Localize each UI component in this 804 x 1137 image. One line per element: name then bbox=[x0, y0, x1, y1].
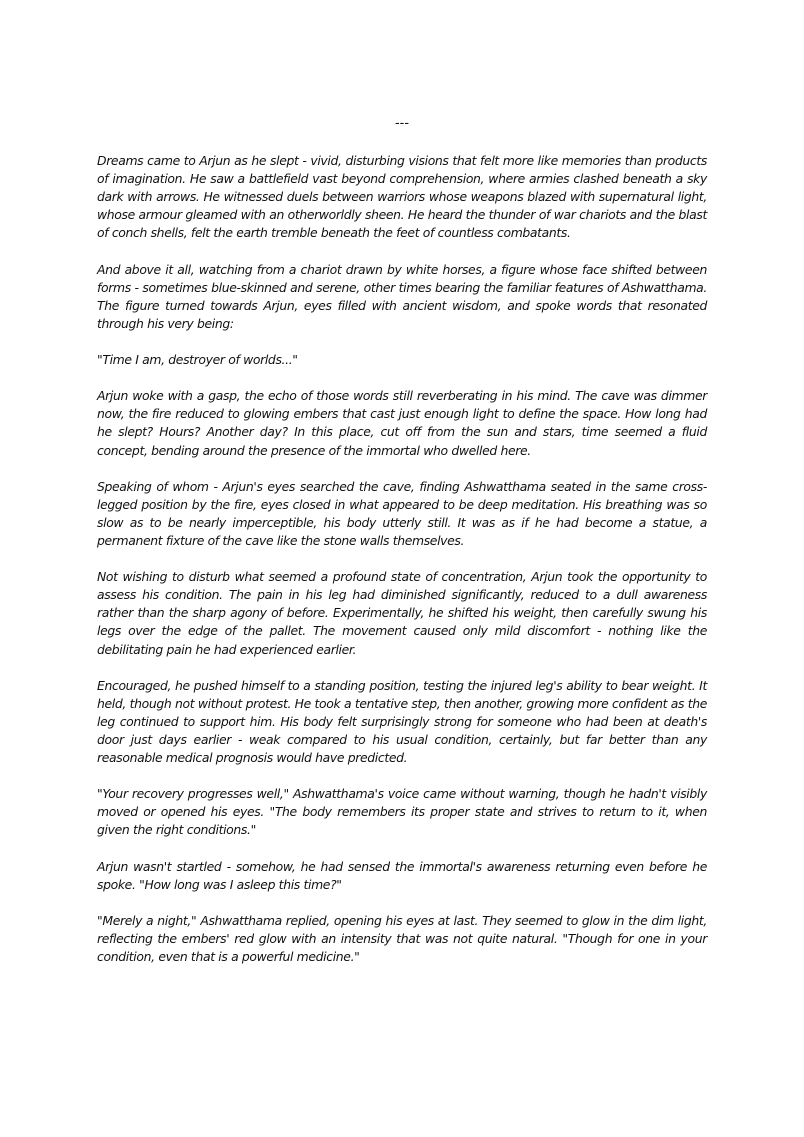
section-separator: --- bbox=[394, 116, 410, 131]
paragraph: Dreams came to Arjun as he slept - vivid, disturbing visions that felt more like memories than products of imagination. He saw a battlefield vast beyond comprehension, where armies clashed beneath a sky dark with arrows. He witnessed duels between warriors whose weapons blazed with supernatural light, whose armour gleamed with an otherworldly sheen. He heard the thunder of war chariots and the blast of conch shells, felt the earth tremble beneath the feet of countless combatants. bbox=[97, 153, 707, 241]
paragraph: Speaking of whom - Arjun's eyes searched the cave, finding Ashwatthama seated in the same cross-legged position by the fire, eyes closed in what appeared to be deep meditation. His breathing was so slow as to be nearly imperceptible, his body utterly still. It was as if he had become a statue, a permanent fixture of the cave like the stone walls themselves. bbox=[97, 478, 707, 548]
paragraph: Not wishing to disturb what seemed a profound state of concentration, Arjun took the opportunity to assess his condition. The pain in his leg had diminished significantly, reduced to a dull awareness rather than the sharp agony of before. Experimentally, he shifted his weight, then carefully swung his legs over the edge of the pallet. The movement caused only mild discomfort - nothing like the debilitating pain he had experienced earlier. bbox=[97, 569, 707, 657]
paragraph: And above it all, watching from a chariot drawn by white horses, a figure whose face shifted between forms - sometimes blue-skinned and serene, other times bearing the familiar features of Ashwatthama. The figure turned towards Arjun, eyes filled with ancient wisdom, and spoke words that resonated through his very being: bbox=[97, 261, 707, 331]
paragraph: "Merely a night," Ashwatthama replied, opening his eyes at last. They seemed to glow in the dim light, reflecting the embers' red glow with an intensity that was not quite natural. "Though for one in your condition, even that is a powerful medicine." bbox=[97, 912, 707, 965]
paragraph: "Your recovery progresses well," Ashwatthama's voice came without warning, though he hadn't visibly moved or opened his eyes. "The body remembers its proper state and strives to return to it, when given the right conditions." bbox=[97, 786, 707, 838]
paragraph: Encouraged, he pushed himself to a standing position, testing the injured leg's ability to bear weight. It held, though not without protest. He took a tentative step, then another, growing more confident as the leg continued to support him. His body felt surprisingly strong for someone who had been at death's door just days earlier - weak compared to his usual condition, certainly, but far better than any reasonable medical prognosis would have predicted. bbox=[97, 677, 707, 766]
paragraph: Arjun wasn't startled - somehow, he had sensed the immortal's awareness returning even before he spoke. "How long was I asleep this time?" bbox=[97, 858, 707, 892]
paragraph: Arjun woke with a gasp, the echo of those words still reverberating in his mind. The cave was dimmer now, the fire reduced to glowing embers that cast just enough light to define the space. How long had he slept? Hours? Another day? In this place, cut off from the sun and stars, time seemed a fluid concept, bending around the presence of the immortal who dwelled here. bbox=[97, 388, 707, 458]
paragraph: "Time I am, destroyer of worlds..." bbox=[97, 352, 298, 368]
body-text bbox=[97, 152, 707, 984]
